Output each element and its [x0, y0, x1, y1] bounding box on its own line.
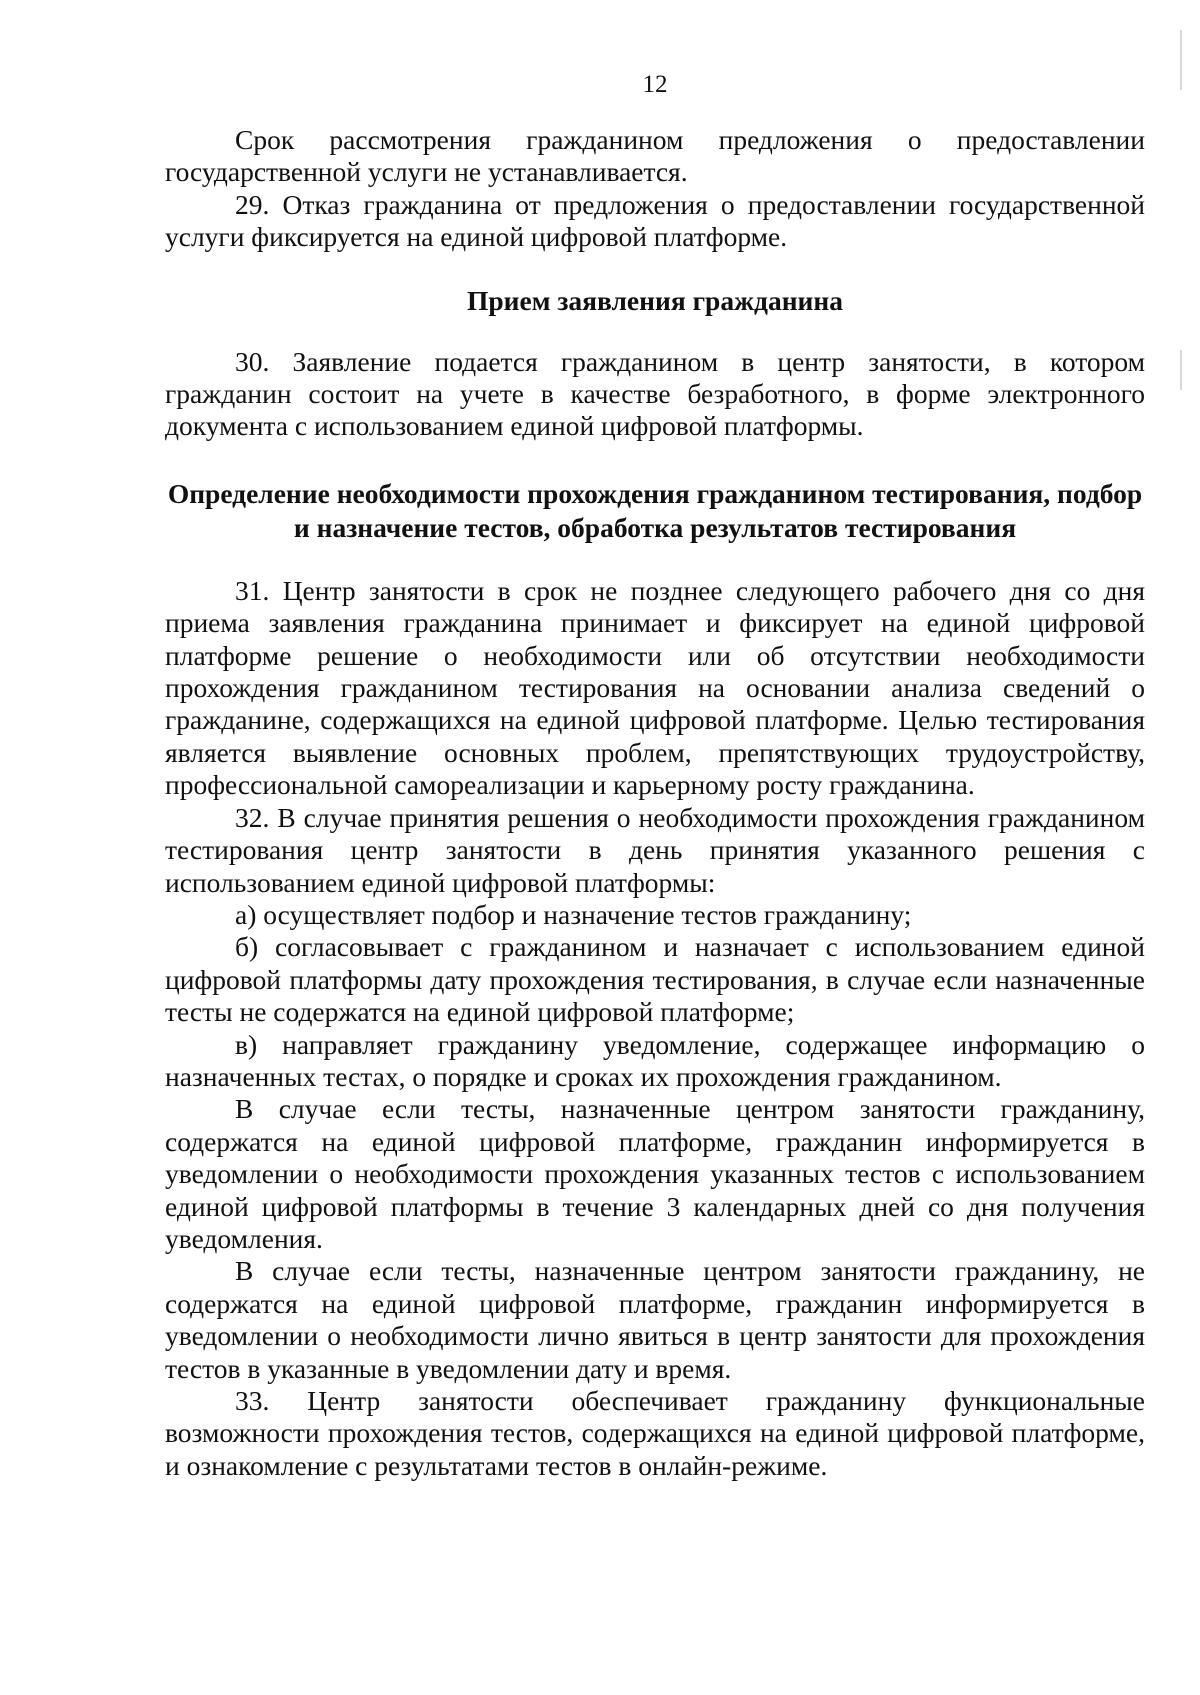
paragraph-32-a: а) осуществляет подбор и назначение тестов гражданину;	[235, 898, 912, 930]
paragraph-29: 29. Отказ гражданина от предложения о предоставлении государственной услуги фиксируется на единой цифровой платформе.	[165, 188, 1145, 253]
paragraph-33: 33. Центр занятости обеспечивает гражданину функциональные возможности прохождения тестов, содержащихся на единой цифровой платформе, и ознакомление с результатами тестов в онлайн-режиме.	[165, 1385, 1145, 1481]
paragraph-32: 32. В случае принятия решения о необходимости прохождения гражданином тестирования центр занятости в день принятия указанного решения с использованием единой цифровой платформы:	[165, 801, 1145, 898]
paragraph-32-c: в) направляет гражданину уведомление, содержащее информацию о назначенных тестах, о порядке и сроках их прохождения гражданином.	[165, 1028, 1145, 1092]
scan-edge-mark	[1180, 30, 1182, 90]
paragraph-tests-not-on-platform: В случае если тесты, назначенные центром занятости гражданину, не содержатся на единой цифровой платформе, гражданин информируется в уведомлении о необходимости лично явиться в центр занятости для прохождения тестов в указанные в уведомлении дату и время.	[165, 1255, 1145, 1384]
paragraph-review-period: Срок рассмотрения гражданином предложения о предоставлении государственной услуги не устанавливается.	[165, 124, 1145, 188]
scan-edge-mark	[1180, 350, 1182, 390]
paragraph-31: 31. Центр занятости в срок не позднее следующего рабочего дня со дня приема заявления гражданина принимает и фиксирует на единой цифровой платформе решение о необходимости или об отсутствии необходимости прохождения гражданином тестирования на основании анализа сведений о гражданине, содержащихся на единой цифровой платформе. Целью тестирования является выявление основных проблем, препятствующих трудоустройству, профессиональной самореализации и карьерному росту гражданина.	[165, 574, 1145, 801]
document-page	[165, 70, 1145, 1482]
section-heading-application: Прием заявления гражданина	[466, 284, 843, 316]
section-heading-testing: Определение необходимости прохождения гражданином тестирования, подбор и назначение тестов, обработка результатов тестирования	[167, 477, 1143, 543]
page-number: 12	[642, 71, 668, 98]
paragraph-30: 30. Заявление подается гражданином в центр занятости, в котором гражданин состоит на учете в качестве безработного, в форме электронного документа с использованием единой цифровой платформы.	[165, 345, 1145, 442]
paragraph-32-b: б) согласовывает с гражданином и назначает с использованием единой цифровой платформы дату прохождения тестирования, в случае если назначенные тесты не содержатся на единой цифровой платформе;	[165, 931, 1145, 1028]
paragraph-tests-on-platform: В случае если тесты, назначенные центром занятости гражданину, содержатся на единой цифровой платформе, гражданин информируется в уведомлении о необходимости прохождения указанных тестов с использованием единой цифровой платформы в течение 3 календарных дней со дня получения уведомления.	[165, 1093, 1145, 1254]
